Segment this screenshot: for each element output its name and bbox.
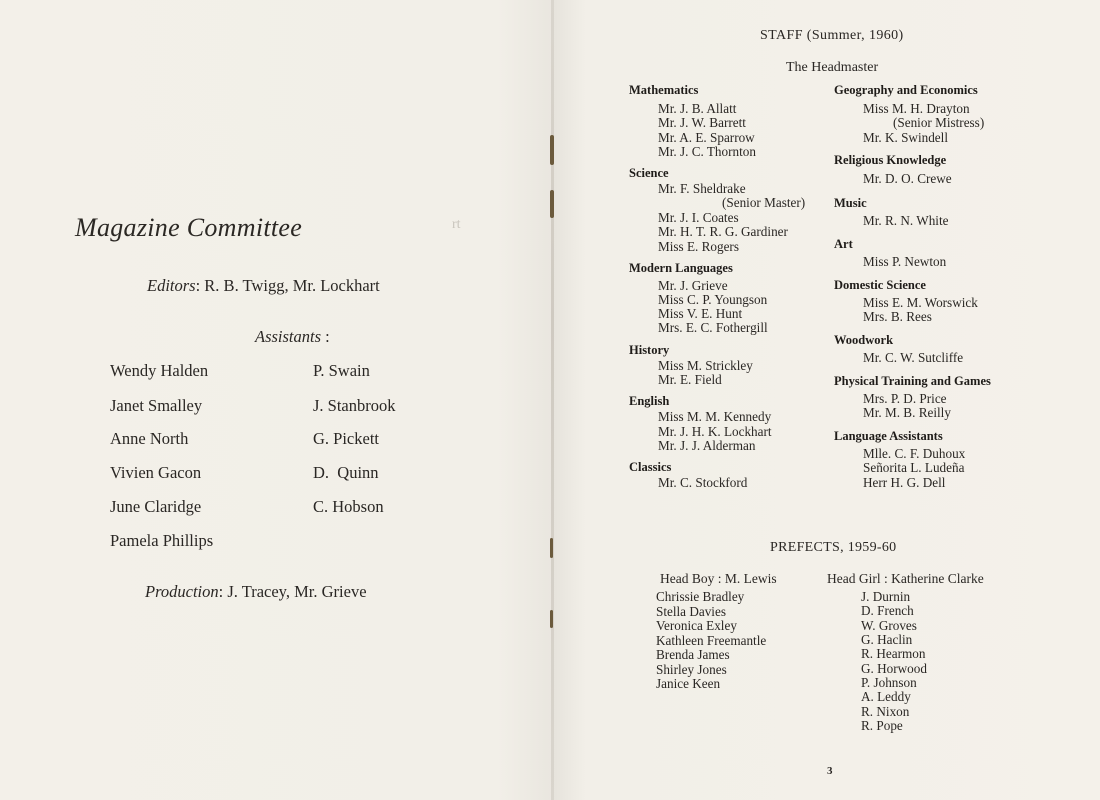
staff-section-heading: Religious Knowledge: [834, 153, 947, 167]
staff-member: Mr. F. Sheldrake: [658, 181, 746, 196]
staff-section-heading: Woodwork: [834, 333, 894, 347]
prefect-name: R. Hearmon: [861, 646, 926, 661]
staff-section-heading: Language Assistants: [834, 429, 943, 443]
assistant-name: P. Swain: [313, 361, 370, 380]
staff-member: Mr. J. H. K. Lockhart: [658, 424, 772, 439]
staff-section-heading: Classics: [629, 460, 672, 474]
assistant-name: Pamela Phillips: [110, 531, 214, 550]
prefect-name: D. French: [861, 603, 914, 618]
staff-member: Miss M. H. Drayton: [863, 101, 970, 116]
prefect-name: Janice Keen: [656, 676, 721, 691]
staff-section-heading: Geography and Economics: [834, 83, 978, 97]
staff-member: Mr. J. W. Barrett: [658, 115, 746, 130]
editors-value: : R. B. Twigg, Mr. Lockhart: [195, 276, 380, 295]
staff-member: Mr. K. Swindell: [863, 130, 948, 145]
staff-member: Mr. J. Grieve: [658, 278, 728, 293]
prefect-name: G. Haclin: [861, 632, 913, 647]
staff-member: Miss E. Rogers: [658, 239, 739, 254]
staff-member: Mr. C. Stockford: [658, 475, 748, 490]
staff-member: Mr. A. E. Sparrow: [658, 130, 755, 145]
assistants-colon: :: [321, 327, 330, 346]
staff-member: Señorita L. Ludeña: [863, 460, 965, 475]
staff-member: Mrs. E. C. Fothergill: [658, 320, 768, 335]
prefect-name: G. Horwood: [861, 661, 927, 676]
staff-member: Herr H. G. Dell: [863, 475, 946, 490]
staff-member: Miss C. P. Youngson: [658, 292, 768, 307]
spine-mark: [550, 538, 553, 558]
staff-member: Miss P. Newton: [863, 254, 947, 269]
staff-member: Miss M. M. Kennedy: [658, 409, 772, 424]
staff-member: Mr. R. N. White: [863, 213, 949, 228]
bleed-through-text: rt: [452, 217, 461, 232]
prefect-name: A. Leddy: [861, 689, 911, 704]
staff-section-heading: Mathematics: [629, 83, 699, 97]
spine-mark: [550, 610, 553, 628]
staff-member: Mr. J. C. Thornton: [658, 144, 756, 159]
assistant-name: J. Stanbrook: [313, 396, 396, 415]
staff-section-heading: Science: [629, 166, 669, 180]
assistant-name: Vivien Gacon: [110, 463, 202, 482]
headmaster-line: The Headmaster: [786, 60, 879, 75]
assistant-name: Wendy Halden: [110, 361, 209, 380]
spine-mark: [550, 190, 554, 218]
staff-section-heading: Art: [834, 237, 853, 251]
prefect-name: Chrissie Bradley: [656, 589, 745, 604]
page-number: 3: [827, 765, 833, 777]
staff-title: STAFF (Summer, 1960): [760, 28, 904, 43]
staff-member: Mrs. P. D. Price: [863, 391, 947, 406]
production-line: [145, 582, 367, 602]
assistant-name: June Claridge: [110, 497, 202, 516]
staff-member: Miss M. Strickley: [658, 358, 753, 373]
staff-section-heading: Physical Training and Games: [834, 374, 991, 388]
prefect-name: Kathleen Freemantle: [656, 633, 767, 648]
staff-section-heading: Music: [834, 196, 867, 210]
staff-member: Mlle. C. F. Duhoux: [863, 446, 966, 461]
staff-member: Mr. E. Field: [658, 372, 722, 387]
assistant-name: Janet Smalley: [110, 396, 203, 415]
prefect-name: Stella Davies: [656, 604, 726, 619]
prefects-title: PREFECTS, 1959-60: [770, 540, 897, 555]
prefect-name: R. Pope: [861, 718, 903, 733]
prefect-name: W. Groves: [861, 618, 917, 633]
staff-section-heading: History: [629, 343, 670, 357]
staff-member: Mrs. B. Rees: [863, 309, 932, 324]
staff-member: Miss V. E. Hunt: [658, 306, 743, 321]
staff-member: Mr. C. W. Sutcliffe: [863, 350, 964, 365]
head-boy: Head Boy : M. Lewis: [660, 571, 777, 586]
assistants-heading: [255, 327, 330, 347]
prefect-name: R. Nixon: [861, 704, 910, 719]
staff-member-note: (Senior Master): [722, 195, 806, 210]
assistants-label: Assistants: [255, 327, 322, 346]
book-gutter: [551, 0, 554, 800]
staff-section-heading: Modern Languages: [629, 261, 733, 275]
staff-section-heading: Domestic Science: [834, 278, 926, 292]
staff-member: Mr. J. B. Allatt: [658, 101, 737, 116]
editors-label: Editors: [147, 276, 196, 295]
production-label: Production: [145, 582, 219, 601]
staff-member: Mr. M. B. Reilly: [863, 405, 951, 420]
staff-member-note: (Senior Mistress): [893, 115, 985, 130]
prefect-name: J. Durnin: [861, 589, 911, 604]
assistant-name: G. Pickett: [313, 429, 379, 448]
prefect-name: Veronica Exley: [656, 618, 737, 633]
staff-section-heading: English: [629, 394, 670, 408]
staff-member: Mr. H. T. R. G. Gardiner: [658, 224, 788, 239]
staff-member: Miss E. M. Worswick: [863, 295, 978, 310]
spine-mark: [550, 135, 554, 165]
staff-member: Mr. D. O. Crewe: [863, 171, 952, 186]
assistant-name: D. Quinn: [313, 463, 379, 482]
head-girl: Head Girl : Katherine Clarke: [827, 571, 984, 586]
staff-member: Mr. J. I. Coates: [658, 210, 739, 225]
prefect-name: Shirley Jones: [656, 662, 727, 677]
prefect-name: P. Johnson: [861, 675, 917, 690]
prefect-name: Brenda James: [656, 647, 730, 662]
staff-member: Mr. J. J. Alderman: [658, 438, 756, 453]
editors-line: [147, 276, 380, 296]
production-value: : J. Tracey, Mr. Grieve: [218, 582, 367, 601]
assistant-name: C. Hobson: [313, 497, 384, 516]
magazine-committee-title: Magazine Committee: [75, 213, 303, 242]
assistant-name: Anne North: [110, 429, 189, 448]
